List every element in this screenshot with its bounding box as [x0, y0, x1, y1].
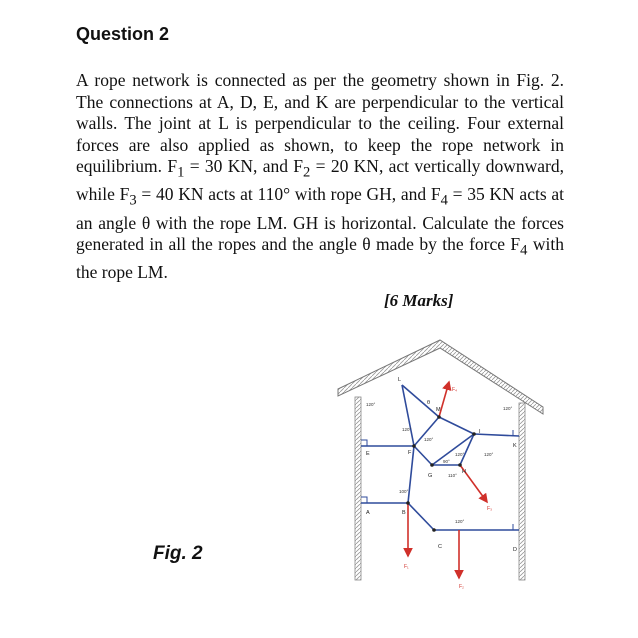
rope-IK — [474, 434, 519, 436]
angle-top-right: 120° — [503, 406, 513, 411]
text-segment: = 30 KN, and F — [184, 156, 304, 177]
angle-upper-mid: 120° — [402, 427, 412, 432]
forces — [408, 382, 487, 578]
angle-g-a: 90° — [443, 459, 450, 464]
subscript: 4 — [520, 242, 528, 259]
label-F4: F₄ — [452, 387, 458, 393]
text-segment: = 35 KN acts at an angle θ with the rope LM. GH is horizontal. Calculate the forces generated in all the ropes and the angle θ made by the force F — [76, 184, 564, 255]
angle-g-b: 120° — [455, 452, 465, 457]
label-F: F — [408, 450, 412, 456]
text-segment: = 40 KN acts at 110° with rope GH, and F — [136, 184, 441, 205]
text-segment: with the rope LM. — [76, 234, 564, 283]
perpendicular-marks — [361, 430, 519, 530]
rope-MI — [439, 417, 474, 434]
text-segment: = 20 KN, act vertically downward, while F — [76, 156, 564, 205]
label-B: B — [402, 510, 406, 516]
label-K: K — [513, 443, 517, 449]
label-I: I — [479, 429, 481, 435]
marks-label: [6 Marks] — [384, 291, 454, 310]
rope-FG — [414, 446, 432, 465]
subscript: 2 — [303, 164, 311, 181]
subscript: 4 — [440, 192, 448, 209]
subscript: 3 — [129, 192, 137, 209]
label-D: D — [513, 547, 517, 553]
text-segment: A rope network is connected as per the geometry shown in Fig. 2. The connections at A, D, E, and K are perpendicular to the vertical walls. The joint at L is perpendicular to the ceiling. Four external forces are also applied as shown, to keep the rope network in equilibrium. F — [76, 70, 564, 177]
label-theta: θ — [427, 400, 431, 406]
question-title: Question 2 — [76, 24, 170, 44]
label-A: A — [366, 510, 370, 516]
left-wall — [355, 397, 361, 580]
angle-right: 120° — [484, 452, 494, 457]
label-C: C — [438, 544, 442, 550]
right-wall — [519, 403, 525, 580]
label-H: H — [462, 469, 466, 475]
label-M: M — [436, 407, 441, 413]
rope-BC — [408, 503, 434, 530]
label-G: G — [428, 473, 433, 479]
label-F1: F₁ — [404, 564, 409, 570]
angle-lower-left: 100° — [399, 489, 409, 494]
figure-caption: Fig. 2 — [153, 543, 203, 564]
angle-g-c: 110° — [448, 473, 457, 478]
label-E: E — [366, 451, 370, 457]
label-F2: F₂ — [459, 584, 464, 590]
angle-lower-mid: 120° — [455, 519, 465, 524]
subscript: 1 — [177, 164, 185, 181]
angle-upper-mid2: 120° — [424, 437, 434, 442]
angle-top-left: 120° — [366, 402, 376, 407]
label-L: L — [398, 377, 402, 383]
label-F3: F₃ — [487, 506, 493, 512]
